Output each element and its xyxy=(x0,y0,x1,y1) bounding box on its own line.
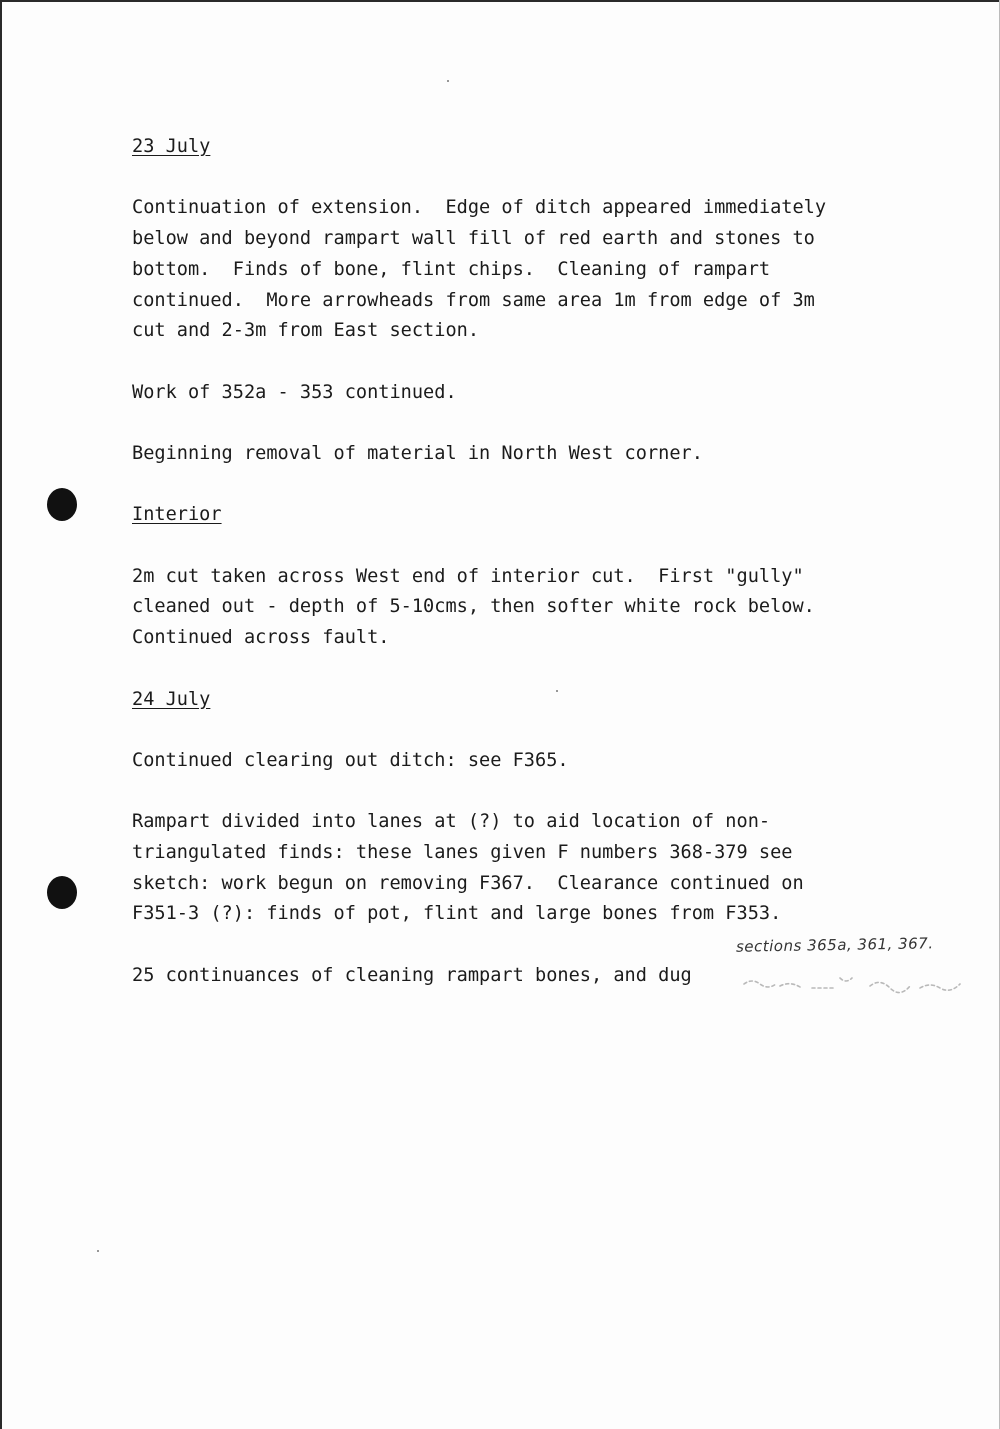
scan-speck xyxy=(97,1250,99,1252)
entry-heading: Interior xyxy=(132,504,222,526)
page-edge-left xyxy=(0,0,2,1429)
paragraph xyxy=(132,807,962,930)
entry-23-july xyxy=(132,132,962,470)
text-line: F351-3 (?): finds of pot, flint and large bones from F353. xyxy=(132,903,782,925)
text-line: Beginning removal of material in North West corner. xyxy=(132,442,703,464)
entry-heading: 23 July xyxy=(132,136,211,157)
document-body xyxy=(132,132,962,1022)
page-edge-top xyxy=(0,0,1000,2)
paragraph xyxy=(132,193,962,347)
text-line: triangulated finds: these lanes given F numbers 368-379 see xyxy=(132,842,793,864)
paragraph xyxy=(132,378,962,409)
text-line: cut and 2-3m from East section. xyxy=(132,320,480,342)
text-line: continued. More arrowheads from same area 1m from edge of 3m xyxy=(132,289,815,311)
text-line: 25 continuances of cleaning rampart bones, and dug xyxy=(132,964,692,986)
handwritten-note: sections 365a, 361, 367. xyxy=(735,934,934,956)
punch-hole-icon xyxy=(47,488,77,521)
text-line: sketch: work begun on removing F367. Clearance continued on xyxy=(132,872,804,894)
text-line: Continuation of extension. Edge of ditch appeared immediately xyxy=(132,197,827,219)
paragraph xyxy=(132,746,962,777)
paragraph xyxy=(132,439,962,470)
text-line: 2m cut taken across West end of interior cut. First "gully" xyxy=(132,565,804,587)
text-line: below and beyond rampart wall fill of red earth and stones to xyxy=(132,228,815,250)
entry-interior xyxy=(132,500,962,654)
entry-heading: 24 July xyxy=(132,688,211,710)
text-line: Work of 352a - 353 continued. xyxy=(132,381,457,403)
text-line: Rampart divided into lanes at (?) to aid location of non- xyxy=(132,811,771,833)
punch-hole-icon xyxy=(47,876,77,909)
paragraph xyxy=(132,562,962,654)
text-line: Continued across fault. xyxy=(132,627,390,649)
text-line: Continued clearing out ditch: see F365. xyxy=(132,749,569,771)
scan-speck xyxy=(447,80,449,82)
text-line: bottom. Finds of bone, flint chips. Cleaning of rampart xyxy=(132,258,771,280)
faded-handwriting xyxy=(740,966,970,998)
text-line: cleaned out - depth of 5-10cms, then softer white rock below. xyxy=(132,596,815,618)
